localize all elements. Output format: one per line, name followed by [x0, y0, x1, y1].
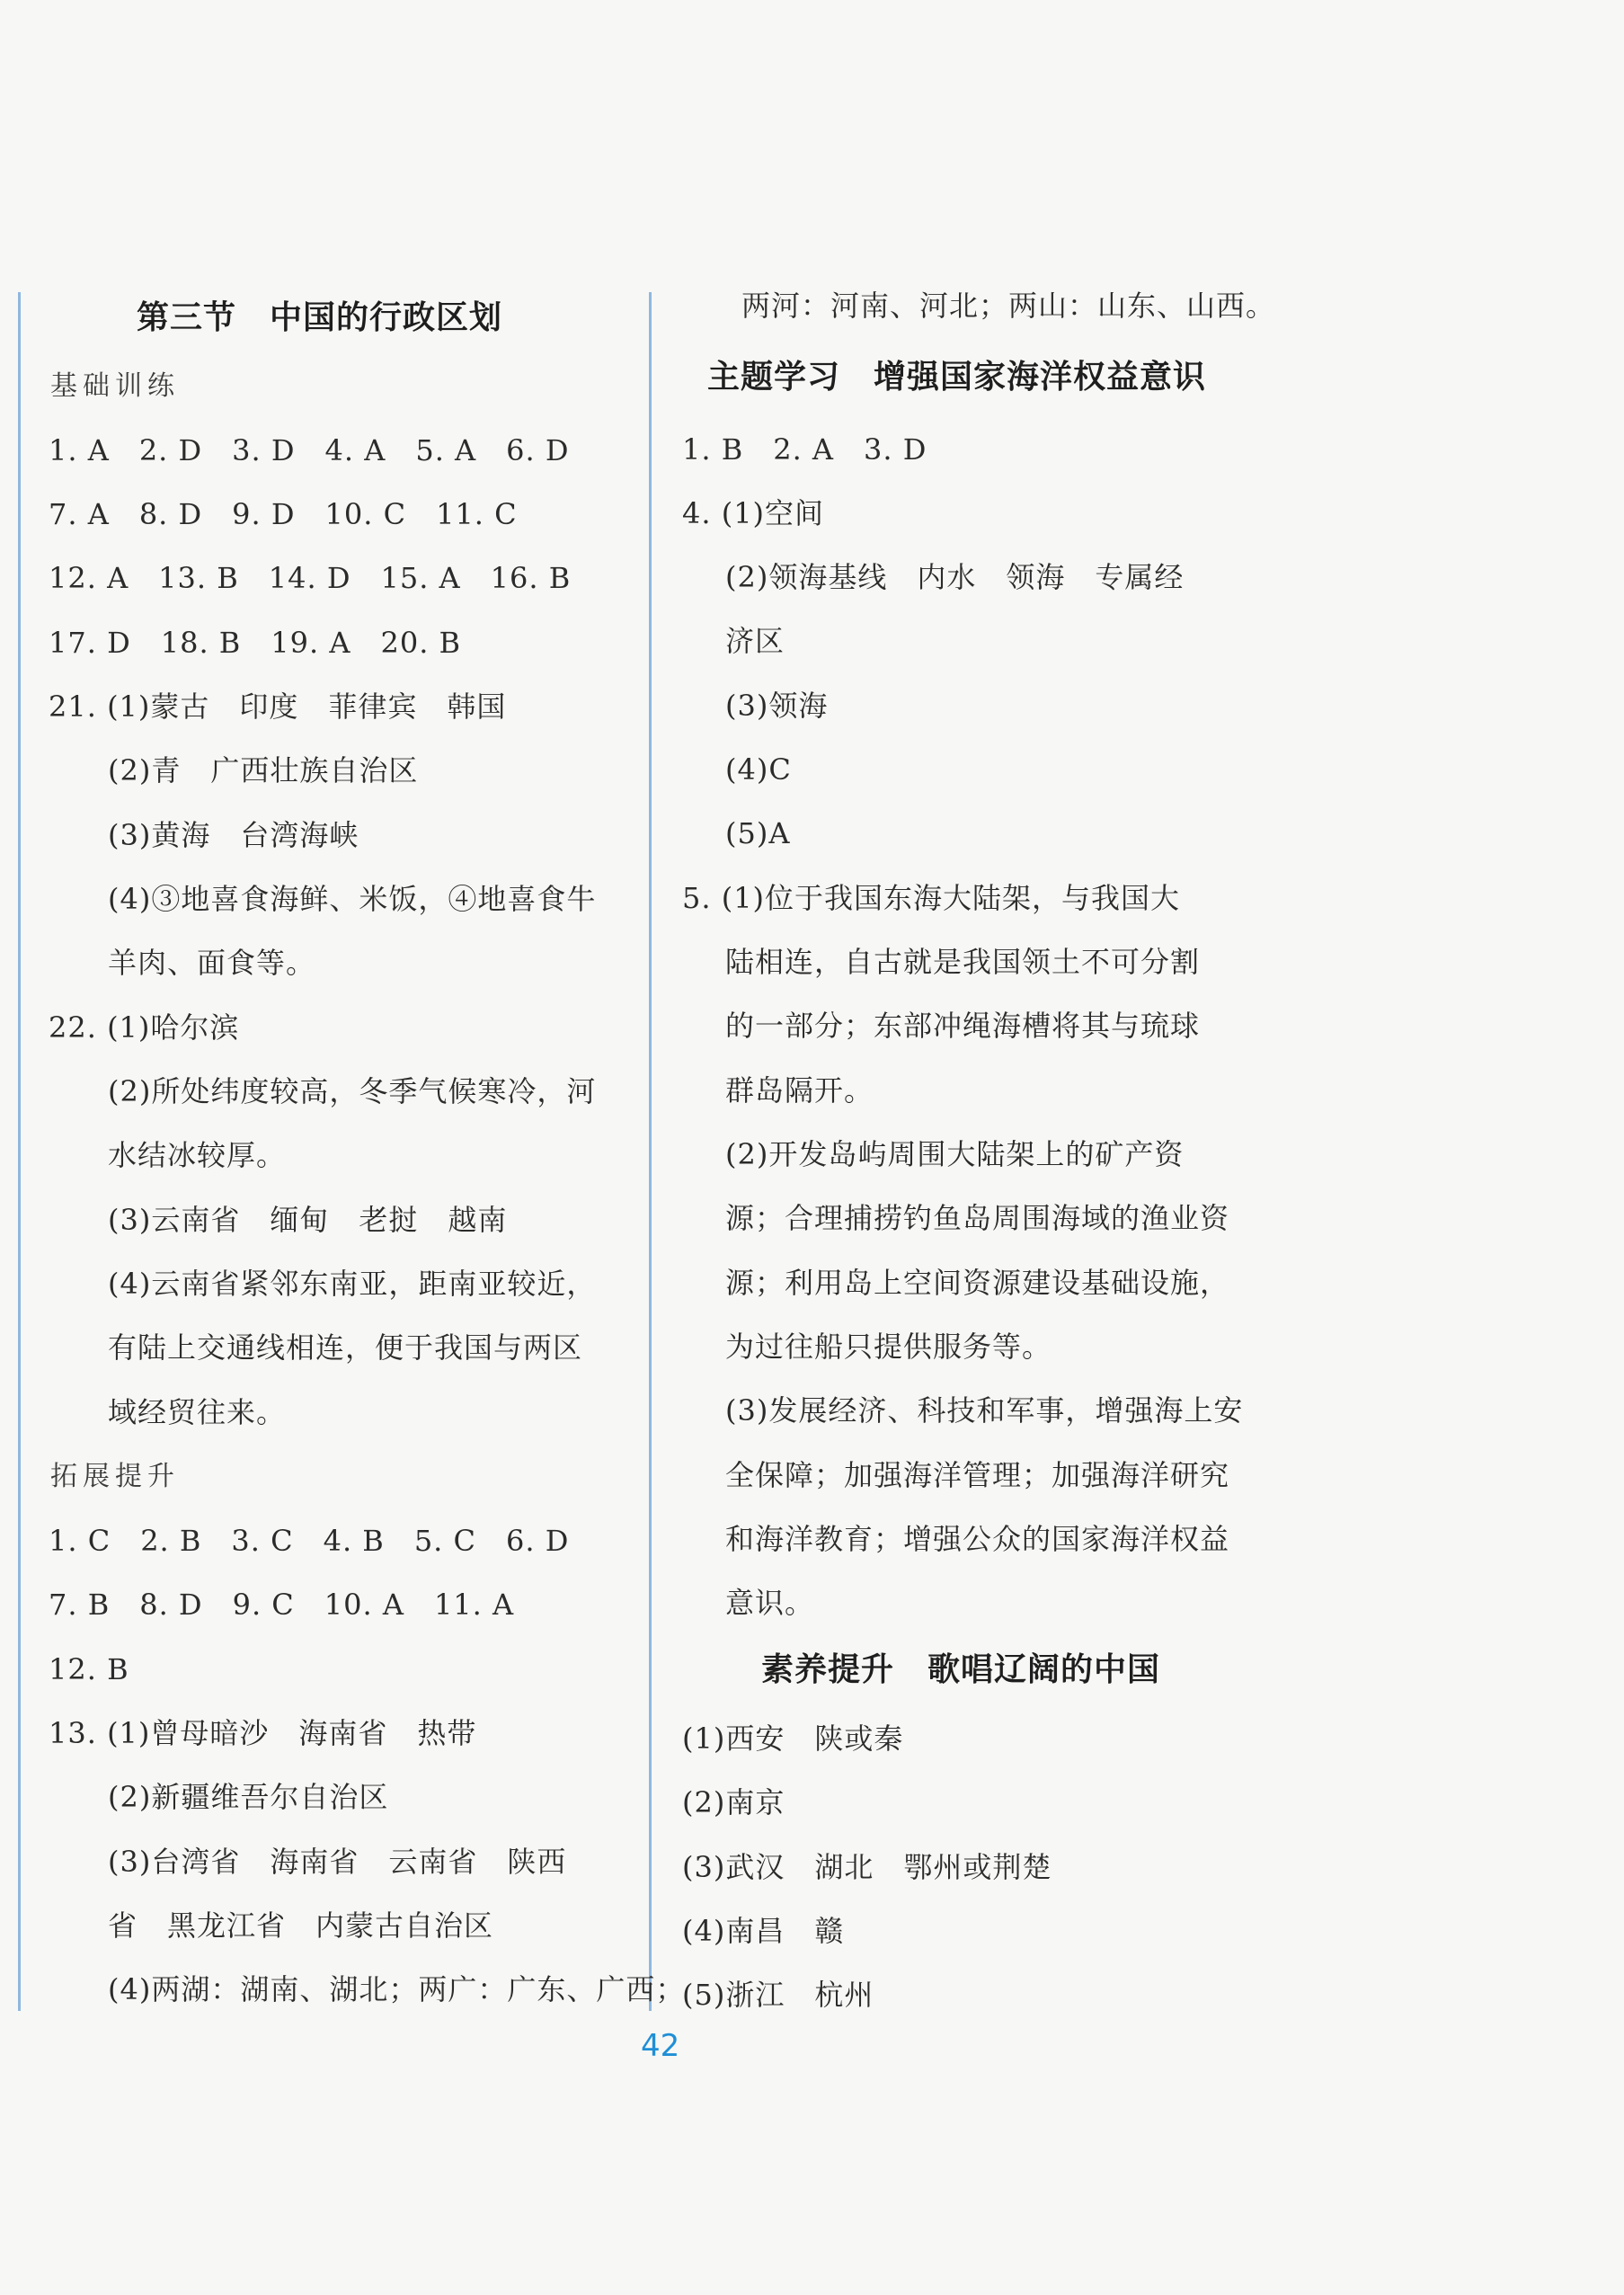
answer-line: 羊肉、面食等。	[108, 946, 316, 980]
left-column-rule	[18, 292, 21, 2011]
page-number: 42	[641, 2028, 680, 2064]
answer-line: 17. D 18. B 19. A 20. B	[49, 626, 462, 660]
answer-line: (3)领海	[725, 689, 829, 723]
answer-line: (2)南京	[682, 1785, 785, 1819]
answer-line: (4)南昌 赣	[682, 1914, 845, 1948]
answer-line: (4)③地喜食海鲜、米饭，④地喜食牛	[108, 882, 597, 916]
subsection-extension: 拓展提升	[50, 1461, 180, 1492]
answer-line: (1)西安 陕或秦	[682, 1721, 904, 1756]
answer-line: 域经贸往来。	[108, 1395, 287, 1429]
answer-line: 4. (1)空间	[682, 496, 825, 530]
answer-line: (3)黄海 台湾海峡	[108, 818, 359, 852]
answer-line: (2)领海基线 内水 领海 专属经	[725, 560, 1185, 594]
answer-line: 有陆上交通线相连，便于我国与两区	[108, 1330, 583, 1365]
answer-line: 意识。	[725, 1586, 815, 1620]
answer-line: 1. B 2. A 3. D	[682, 432, 927, 467]
answer-line: (5)A	[725, 816, 791, 850]
answer-line: 陆相连，自古就是我国领土不可分割	[725, 945, 1201, 979]
answer-line: (3)台湾省 海南省 云南省 陕西	[108, 1845, 567, 1879]
answer-line: (3)发展经济、科技和军事，增强海上安	[725, 1393, 1244, 1428]
answer-line: 1. C 2. B 3. C 4. B 5. C 6. D	[49, 1524, 570, 1558]
section-title-sing-china: 素养提升 歌唱辽阔的中国	[761, 1651, 1161, 1688]
answer-line: 源；利用岛上空间资源建设基础设施，	[725, 1266, 1230, 1300]
answer-line: 12. A 13. B 14. D 15. A 16. B	[49, 561, 572, 595]
column-divider	[649, 292, 652, 2011]
answer-line: 22. (1)哈尔滨	[49, 1010, 240, 1045]
answer-line: 全保障；加强海洋管理；加强海洋研究	[725, 1458, 1230, 1492]
answer-line: 13. (1)曾母暗沙 海南省 热带	[49, 1716, 477, 1750]
answer-line: 为过往船只提供服务等。	[725, 1330, 1052, 1364]
answer-line: 和海洋教育；增强公众的国家海洋权益	[725, 1522, 1230, 1556]
answer-line: (4)云南省紧邻东南亚，距南亚较近，	[108, 1267, 597, 1301]
answer-line: 12. B	[49, 1652, 129, 1686]
answer-line: 的一部分；东部冲绳海槽将其与琉球	[725, 1009, 1201, 1043]
answer-line: 1. A 2. D 3. D 4. A 5. A 6. D	[49, 433, 570, 467]
continued-line: 两河：河南、河北；两山：山东、山西。	[741, 289, 1276, 323]
section-title-ocean-rights: 主题学习 增强国家海洋权益意识	[707, 359, 1207, 396]
answer-line: 省 黑龙江省 内蒙古自治区	[108, 1908, 494, 1943]
answer-line: (4)两湖：湖南、湖北；两广：广东、广西；	[108, 1972, 686, 2006]
answer-line: (2)开发岛屿周围大陆架上的矿产资	[725, 1137, 1185, 1171]
answer-line: 水结冰较厚。	[108, 1138, 287, 1172]
answer-line: 5. (1)位于我国东海大陆架，与我国大	[682, 881, 1181, 915]
answer-line: 济区	[725, 624, 785, 658]
answer-line: (5)浙江 杭州	[682, 1978, 874, 2012]
section-title-admin-divisions: 第三节 中国的行政区划	[137, 299, 503, 336]
answer-line: 7. B 8. D 9. C 10. A 11. A	[49, 1588, 515, 1622]
answer-line: (2)新疆维吾尔自治区	[108, 1780, 389, 1814]
answer-line: (4)C	[725, 752, 792, 787]
subsection-basic-training: 基础训练	[50, 370, 180, 402]
answer-line: 7. A 8. D 9. D 10. C 11. C	[49, 497, 518, 531]
answer-line: (2)所处纬度较高，冬季气候寒冷，河	[108, 1074, 597, 1108]
answer-line: 群岛隔开。	[725, 1073, 874, 1107]
answer-line: (3)云南省 缅甸 老挝 越南	[108, 1203, 508, 1237]
answer-line: (2)青 广西壮族自治区	[108, 753, 419, 787]
answer-line: 21. (1)蒙古 印度 菲律宾 韩国	[49, 689, 507, 724]
answer-line: 源；合理捕捞钓鱼岛周围海域的渔业资	[725, 1201, 1230, 1235]
answer-line: (3)武汉 湖北 鄂州或荆楚	[682, 1850, 1052, 1884]
